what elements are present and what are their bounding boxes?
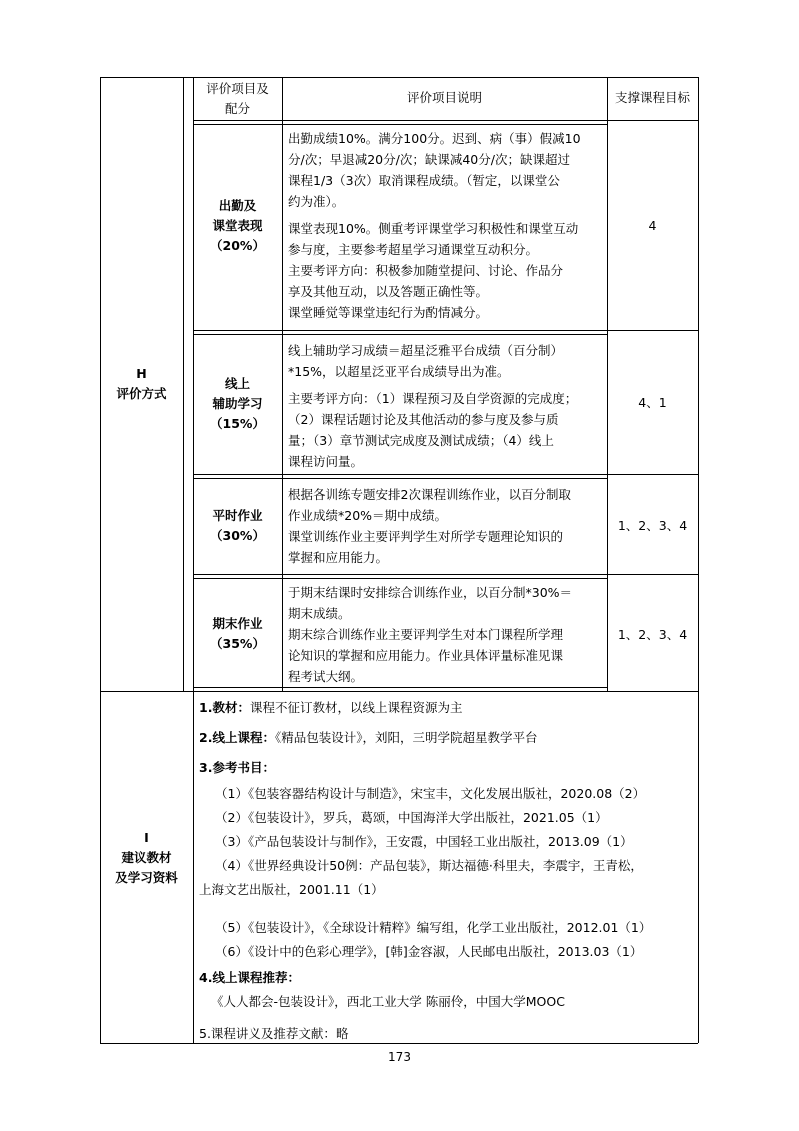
row-online-goal: 4、1 xyxy=(638,395,667,410)
row-final-desc xyxy=(288,582,606,687)
ref-item-cont: 上海文艺出版社，2001.11（1） xyxy=(199,882,384,897)
desc-line: 期末综合训练作业主要评判学生对本门课程所学理 xyxy=(288,627,564,642)
header-item-label xyxy=(193,79,282,119)
ref-item: （4）《世界经典设计50例：产品包装》，斯达福德·科里夫，李震宇，王青松， xyxy=(215,858,643,873)
desc-line: 期末成绩。 xyxy=(288,606,351,621)
row-online-item-3: （15%） xyxy=(210,416,265,431)
header-item-line-1: 评价项目及 xyxy=(206,81,269,96)
row-attendance-desc xyxy=(288,128,606,323)
ref-item: （2）《包装设计》，罗兵，葛颂，中国海洋大学出版社，2021.05（1） xyxy=(215,810,608,825)
row-final-item xyxy=(193,614,282,654)
section-i-code: I xyxy=(144,830,149,845)
section-i-label xyxy=(100,828,193,888)
desc-line: 课程1/3（3次）取消课程成绩。（暂定，以课堂公 xyxy=(288,173,560,188)
desc-line: 线上辅助学习成绩＝超星泛雅平台成绩（百分制） xyxy=(288,343,564,358)
ref-item: （3）《产品包装设计与制作》，王安霞，中国轻工业出版社，2013.09（1） xyxy=(215,834,633,849)
row-homework-item xyxy=(193,506,282,546)
recommend-text: 《人人都会-包装设计》，西北工业大学 陈丽伶，中国大学MOOC xyxy=(211,994,565,1009)
recommend-label: 4.线上课程推荐： xyxy=(199,970,300,985)
row-homework-item-2: （30%） xyxy=(210,528,265,543)
desc-line: 程考试大纲。 xyxy=(288,669,364,684)
page-number: 173 xyxy=(388,1050,411,1064)
section-i-content xyxy=(199,697,695,1044)
header-desc-label: 评价项目说明 xyxy=(406,90,482,105)
row-final-goal: 1、2、3、4 xyxy=(617,627,688,642)
row-homework-goal: 1、2、3、4 xyxy=(617,518,688,533)
row-attendance-item xyxy=(193,196,282,256)
desc-line: 主要考评方向：积极参加随堂提问、讨论、作品分 xyxy=(288,263,564,278)
desc-line: 享及其他互动，以及答题正确性等。 xyxy=(288,284,489,299)
row-attendance-item-2: 课堂表现 xyxy=(212,218,263,233)
section-h-label xyxy=(100,364,183,404)
ref-item: （1）《包装容器结构设计与制造》，宋宝丰，文化发展出版社，2020.08（2） xyxy=(215,786,646,801)
textbook-text: 课程不征订教材，以线上课程资源为主 xyxy=(249,700,463,715)
header-item-line-2: 配分 xyxy=(224,101,250,116)
desc-line: 课程访问量。 xyxy=(288,454,364,469)
row-final-item-2: （35%） xyxy=(210,636,265,651)
notes-text: 略 xyxy=(335,1026,349,1041)
desc-line: 论知识的掌握和应用能力。作业具体评量标准见课 xyxy=(288,648,564,663)
desc-line: 作业成绩*20%＝期中成绩。 xyxy=(288,508,448,523)
desc-line: 约为准）。 xyxy=(288,194,345,209)
desc-line: 主要考评方向：（1）课程预习及自学资源的完成度； xyxy=(288,391,578,406)
desc-line: 出勤成绩10%。满分100分。迟到、病（事）假减10 xyxy=(288,131,581,146)
desc-line: 掌握和应用能力。 xyxy=(288,550,389,565)
header-goal-label: 支撑课程目标 xyxy=(614,90,690,105)
row-online-item-2: 辅助学习 xyxy=(212,396,263,411)
desc-line: 分/次；早退减20分/次；缺课减40分/次；缺课超过 xyxy=(288,152,570,167)
desc-line: 课堂睡觉等课堂违纪行为酌情减分。 xyxy=(288,305,489,320)
row-attendance-item-1: 出勤及 xyxy=(218,198,257,213)
notes-line xyxy=(199,1023,695,1044)
section-h-title: 评价方式 xyxy=(116,386,167,401)
online-course-line xyxy=(199,727,695,757)
desc-line: 课堂表现10%。侧重考评课堂学习积极性和课堂互动 xyxy=(288,221,579,236)
textbook-label: 1.教材： xyxy=(199,700,250,715)
desc-line: （2）课程话题讨论及其他活动的参与度及参与质 xyxy=(288,412,559,427)
row-attendance-item-3: （20%） xyxy=(210,238,265,253)
section-h-code: H xyxy=(136,366,147,381)
section-i-title-2: 及学习资料 xyxy=(115,870,178,885)
ref-item: （5）《包装设计》，《全球设计精粹》编写组，化学工业出版社，2012.01（1） xyxy=(215,920,652,935)
online-course-text: 《精品包装设计》，刘阳，三明学院超星教学平台 xyxy=(274,730,538,745)
row-online-desc xyxy=(288,340,606,472)
online-course-label: 2.线上课程： xyxy=(199,730,275,745)
desc-line: 根据各训练专题安排2次课程训练作业，以百分制取 xyxy=(288,487,571,502)
desc-line: 量；（3）章节测试完成度及测试成绩；（4）线上 xyxy=(288,433,554,448)
section-i-title-1: 建议教材 xyxy=(121,850,172,865)
row-online-item xyxy=(193,374,282,434)
row-attendance-goal: 4 xyxy=(648,218,657,233)
ref-item: （6）《设计中的色彩心理学》，[韩]金容淑，人民邮电出版社，2013.03（1） xyxy=(215,944,643,959)
refs-label: 3.参考书目： xyxy=(199,760,275,775)
notes-label: 5.课程讲义及推荐文献： xyxy=(199,1026,336,1041)
row-homework-desc xyxy=(288,484,606,568)
row-online-item-1: 线上 xyxy=(224,376,250,391)
desc-line: *15%，以超星泛亚平台成绩导出为准。 xyxy=(288,364,510,379)
desc-line: 参与度，主要参考超星学习通课堂互动积分。 xyxy=(288,242,539,257)
textbook-line xyxy=(199,697,695,727)
desc-line: 课堂训练作业主要评判学生对所学专题理论知识的 xyxy=(288,529,564,544)
row-homework-item-1: 平时作业 xyxy=(212,508,263,523)
desc-line: 于期末结课时安排综合训练作业，以百分制*30%＝ xyxy=(288,585,573,600)
row-final-item-1: 期末作业 xyxy=(212,616,263,631)
